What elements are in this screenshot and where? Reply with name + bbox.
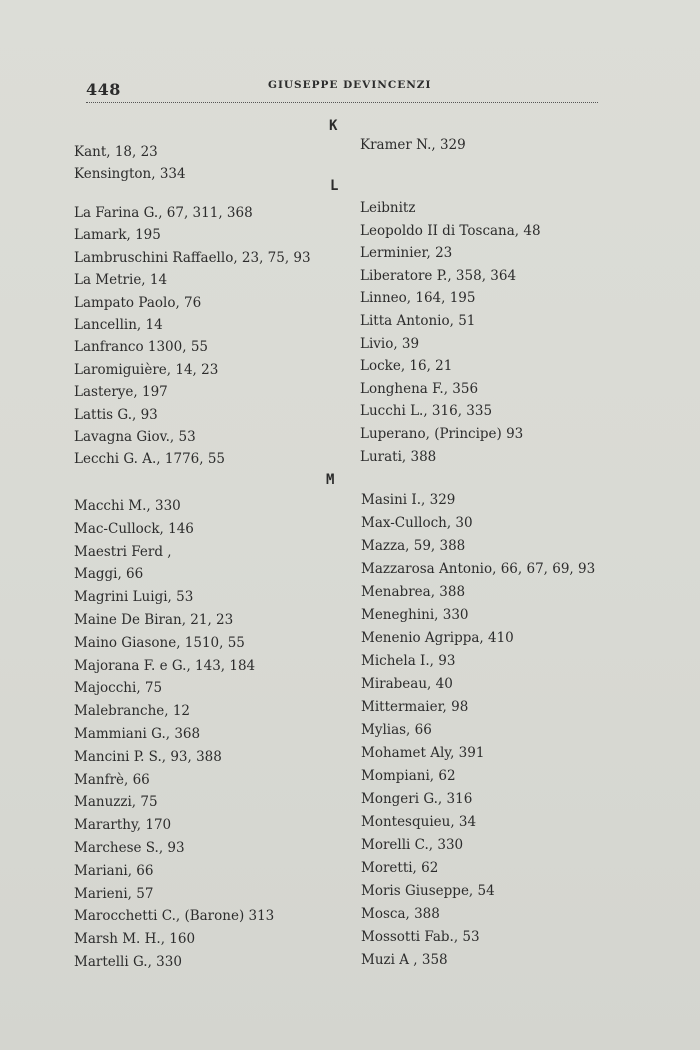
index-entry: Mosca, 388 xyxy=(361,906,440,922)
index-entry: Max-Culloch, 30 xyxy=(361,515,473,531)
index-entry: Majocchi, 75 xyxy=(74,680,163,697)
index-entry: Michela I., 93 xyxy=(361,653,456,669)
index-entry: Menenio Agrippa, 410 xyxy=(361,630,514,646)
index-entry: Mittermaier, 98 xyxy=(361,699,469,715)
index-entry: Lampato Paolo, 76 xyxy=(74,294,202,311)
index-entry: Leibnitz xyxy=(360,200,416,216)
index-entry: Meneghini, 330 xyxy=(361,607,469,623)
index-entry: Lancellin, 14 xyxy=(74,317,163,333)
index-entry: Maine De Biran, 21, 23 xyxy=(74,612,234,628)
index-entry: Manfrè, 66 xyxy=(74,771,150,788)
index-entry: Mylias, 66 xyxy=(361,722,432,738)
index-entry: Mongeri G., 316 xyxy=(361,791,473,807)
index-entry: Majorana F. e G., 143, 184 xyxy=(74,657,256,674)
index-entry: Marchese S., 93 xyxy=(74,840,185,856)
running-title: GIUSEPPE DEVINCENZI xyxy=(268,79,432,91)
index-entry: Moris Giuseppe, 54 xyxy=(361,883,495,899)
index-entry: Montesquieu, 34 xyxy=(361,814,477,830)
index-entry: Mazzarosa Antonio, 66, 67, 69, 93 xyxy=(361,561,596,577)
index-entry: Lucchi L., 316, 335 xyxy=(360,403,493,420)
index-entry: Morelli C., 330 xyxy=(361,837,464,853)
index-entry: Leopoldo II di Toscana, 48 xyxy=(360,222,541,239)
header-dotted-rule xyxy=(86,102,598,103)
index-entry: Maggi, 66 xyxy=(74,566,144,583)
index-entry: Linneo, 164, 195 xyxy=(360,290,476,307)
index-entry: Luperano, (Principe) 93 xyxy=(360,426,524,442)
index-entry: Mazza, 59, 388 xyxy=(361,538,466,554)
index-entry: Menabrea, 388 xyxy=(361,584,466,600)
index-entry: Macchi M., 330 xyxy=(74,498,181,514)
index-entry: Lecchi G. A., 1776, 55 xyxy=(74,451,226,468)
index-entry: Lamark, 195 xyxy=(74,227,161,244)
index-entry: Mac-Cullock, 146 xyxy=(74,520,194,537)
index-entry: Kensington, 334 xyxy=(74,166,186,182)
index-entry: Marsh M. H., 160 xyxy=(74,931,196,948)
index-entry: Mariani, 66 xyxy=(74,862,154,879)
index-entry: Mararthy, 170 xyxy=(74,817,172,834)
section-letter-l: L xyxy=(330,178,341,194)
index-entry: Marocchetti C., (Barone) 313 xyxy=(74,908,275,925)
index-entry: Moretti, 62 xyxy=(361,860,439,876)
index-entry: Mammiani G., 368 xyxy=(74,726,201,742)
index-entry: Laromiguière, 14, 23 xyxy=(74,361,219,378)
index-entry: Lurati, 388 xyxy=(360,448,437,465)
index-entry: Mancini P. S., 93, 388 xyxy=(74,748,222,765)
index-entry: Longhena F., 356 xyxy=(360,380,479,397)
index-entry: La Metrie, 14 xyxy=(74,272,168,289)
index-entry: Mohamet Aly, 391 xyxy=(361,745,485,761)
index-entry: Liberatore P., 358, 364 xyxy=(360,267,517,284)
index-entry: Marieni, 57 xyxy=(74,885,154,902)
section-letter-m: M xyxy=(326,472,337,488)
index-entry: Kramer N., 329 xyxy=(360,137,466,153)
index-entry: Mompiani, 62 xyxy=(361,768,456,784)
index-entry: Magrini Luigi, 53 xyxy=(74,589,194,606)
index-entry: Lanfranco 1300, 55 xyxy=(74,339,208,356)
index-entry: Livio, 39 xyxy=(360,335,420,352)
index-entry: Lavagna Giov., 53 xyxy=(74,429,196,445)
index-entry: Lattis G., 93 xyxy=(74,406,158,423)
index-entry: Lambruschini Raffaello, 23, 75, 93 xyxy=(74,249,311,266)
index-entry: Lasterye, 197 xyxy=(74,384,168,401)
index-entry: Manuzzi, 75 xyxy=(74,794,158,811)
index-entry: Malebranche, 12 xyxy=(74,703,191,720)
index-entry: Mirabeau, 40 xyxy=(361,676,453,692)
index-entry: Martelli G., 330 xyxy=(74,954,182,970)
index-entry: Maino Giasone, 1510, 55 xyxy=(74,634,245,651)
section-letter-k: K xyxy=(329,118,340,134)
index-entry: Locke, 16, 21 xyxy=(360,358,453,375)
index-entry: Kant, 18, 23 xyxy=(74,144,158,160)
index-entry: La Farina G., 67, 311, 368 xyxy=(74,205,253,221)
page-header xyxy=(86,76,598,102)
index-entry: Mossotti Fab., 53 xyxy=(361,929,480,945)
index-entry: Lerminier, 23 xyxy=(360,245,453,262)
index-entry: Litta Antonio, 51 xyxy=(360,313,476,329)
page-number: 448 xyxy=(86,80,121,99)
index-entry: Maestri Ferd , xyxy=(74,543,172,560)
index-entry: Muzi A , 358 xyxy=(361,952,448,968)
index-entry: Masini I., 329 xyxy=(361,492,456,508)
